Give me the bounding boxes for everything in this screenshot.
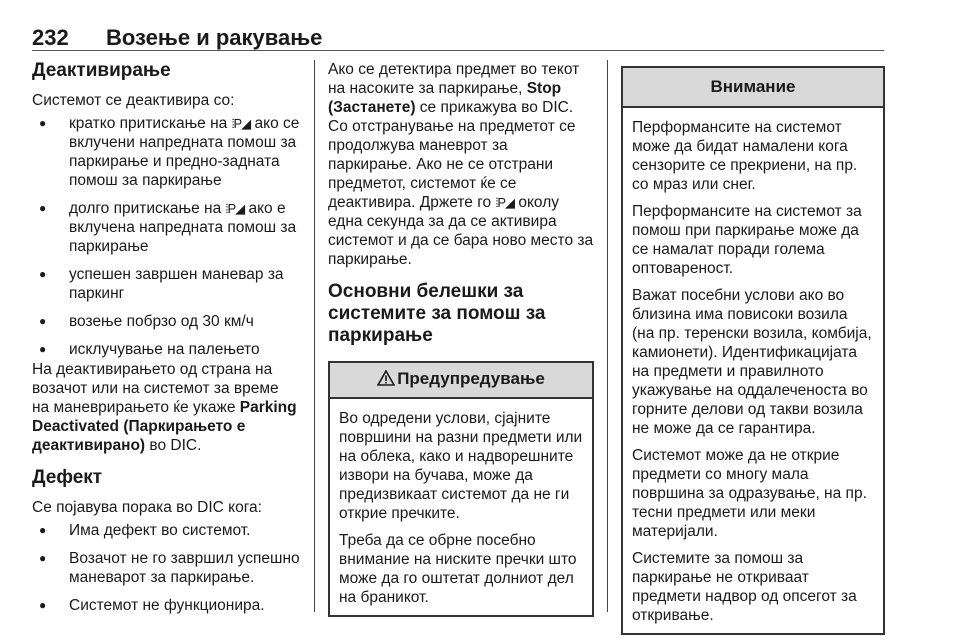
warning-title: Предупредување (330, 363, 592, 399)
page-number: 232 (32, 25, 69, 50)
caution-box (621, 66, 885, 635)
stop-paragraph: Ако се детектира предмет во текот на насоките за паркирање, Stop (Застанете) се прикажува во DIC. Со отстранување на предметот се продолжува маневрот за паркирање. Ако не се отстрани предметот, системот ќе се деактивира. Држете го ⦙P◢ околу една секунда за да се активира системот и да се бара ново место за паркирање. (328, 61, 594, 268)
warning-body (330, 399, 592, 615)
list-item: ● долго притискање на ⦙P◢ ако е вклучена напредната помош за паркирање (32, 199, 300, 256)
caution-paragraph: Перформансите на системот за помош при паркирање може да се намалат поради голема оптовареност. (632, 203, 862, 277)
basic-notes-heading: Основни белешки за системите за помош за паркирање (328, 281, 546, 346)
caution-title: Внимание (623, 68, 883, 108)
deactivation-intro: Системот се деактивира со: (32, 92, 235, 109)
caution-body (623, 108, 883, 633)
caution-paragraph: Важат посебни услови ако во близина има повисоки возила (на пр. теренски возила, комбија, камионети). Идентификацијата на предмети и правилното укажување на оддалеченоста во горните делови од такви возила не може да се гарантира. (632, 287, 872, 437)
caution-paragraph: Перформансите на системот може да бидат намалени кога сензорите се прекриени, на пр. со мраз или снег. (632, 119, 858, 193)
list-item: ● успешен завршен маневар за паркинг (32, 265, 300, 303)
dic-message: Parking Deactivated (Паркирањето е деактивирано) (32, 399, 297, 454)
page-header (32, 25, 884, 51)
column-divider (314, 60, 315, 612)
dic-message: Stop (Застанете) (328, 80, 562, 116)
left-column (32, 60, 300, 615)
warning-paragraph: Треба да се обрне посебно внимание на ниските пречки што може да го оштетат долниот дел на браникот. (339, 532, 577, 606)
parking-assist-icon: ⦙P◢ (495, 195, 515, 210)
warning-paragraph: Во одредени услови, сјајните површини на разни предмети или на облека, како и надворешните извори на бучава, може да предизвикаат системот да не ги открие пречките. (339, 410, 583, 522)
middle-column (328, 60, 594, 617)
deactivation-heading: Деактивирање (32, 60, 171, 81)
warning-box (328, 361, 594, 617)
list-item: ● Има дефект во системот. (32, 521, 300, 540)
caution-paragraph: Системот може да не открие предмети со многу мала површина за одразување, на пр. тесни предмети или меки материјали. (632, 447, 867, 540)
fault-list (32, 521, 300, 615)
list-item: ● исклучување на палењето (32, 340, 300, 359)
deactivation-list (32, 114, 300, 359)
list-item: ● Возачот не го завршил успешно маневарот за паркирање. (32, 549, 300, 587)
fault-heading: Дефект (32, 467, 103, 488)
fault-intro: Се појавува порака во DIC кога: (32, 499, 262, 516)
section-title: Возење и ракување (106, 25, 323, 50)
parking-assist-icon: ⦙P◢ (225, 201, 245, 216)
warning-triangle-icon (377, 370, 395, 386)
list-item: ● Системот не функционира. (32, 596, 300, 615)
deactivation-paragraph: На деактивирањето од страна на возачот или на системот за време на маневрирањето ќе укаже Parking Deactivated (Паркирањето е деактивирано) во DIC. (32, 361, 297, 454)
list-item: ● кратко притискање на ⦙P◢ ако се вклучени напредната помош за паркирање и предно-задната помош за паркирање (32, 114, 300, 190)
caution-paragraph: Системите за помош за паркирање не откриваат предмети надвор од опсегот за откривање. (632, 550, 857, 624)
right-column (621, 66, 885, 635)
parking-assist-icon: ⦙P◢ (231, 116, 251, 131)
column-divider (607, 60, 608, 612)
list-item: ● возење побрзо од 30 км/ч (32, 312, 300, 331)
